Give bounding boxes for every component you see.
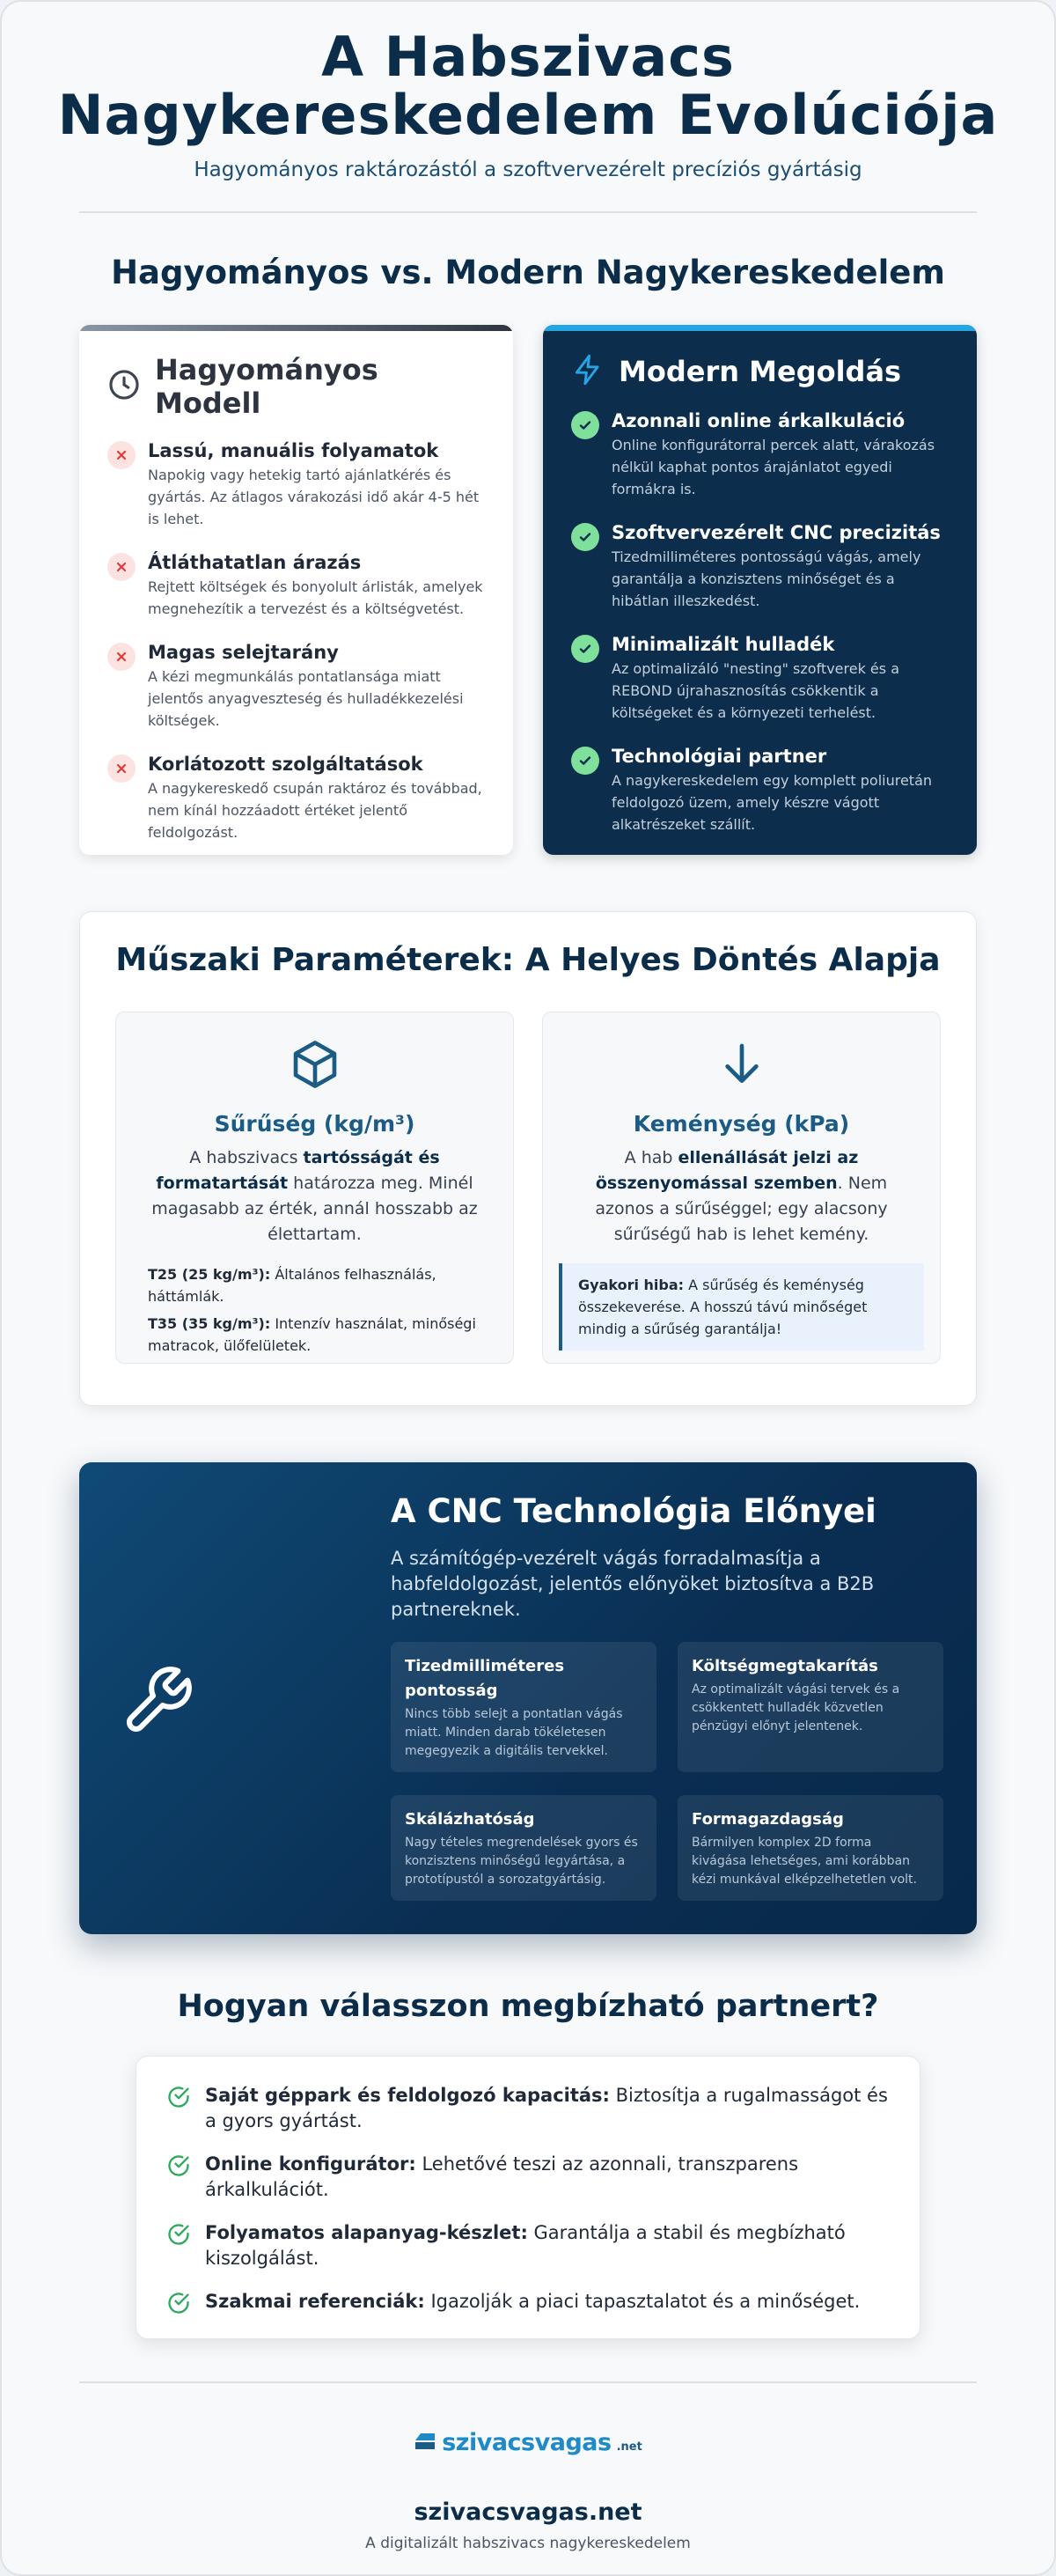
- cube-icon: [148, 1034, 481, 1095]
- card-title: Modern Megoldás: [619, 355, 902, 388]
- checklist-item: [166, 2289, 890, 2319]
- item-desc: A nagykereskedő csupán raktároz és továbbad, nem kínál hozzáadott értéket jelentő feldolgozást.: [148, 780, 482, 841]
- page-title-line1: A Habszivacs: [321, 25, 735, 89]
- page-title-line2: Nagykereskedelem Evolúciója: [57, 83, 999, 147]
- hardness-card: [542, 1012, 941, 1364]
- cnc-section: [79, 1462, 977, 1934]
- comparison-title: Hagyományos vs. Modern Nagykereskedelem: [111, 254, 945, 291]
- params-columns: [115, 1012, 941, 1364]
- item-desc: Tizedmilliméteres pontosságú vágás, amely garantálja a konzisztens minőséget és a hibátlan illeszkedést.: [612, 548, 921, 609]
- hardness-title: Keménység (kPa): [633, 1111, 850, 1137]
- params-title: Műszaki Paraméterek: A Helyes Döntés Alapja: [115, 942, 941, 978]
- modern-solution-card: [543, 325, 977, 855]
- density-card: [115, 1012, 514, 1364]
- checklist-text: Szakmai referenciák: Igazolják a piaci tapasztalatot és a minőséget.: [205, 2291, 861, 2312]
- logo-suffix: .net: [616, 2440, 642, 2454]
- footer: [2, 2429, 1054, 2552]
- item-title: Korlátozott szolgáltatások: [148, 754, 423, 775]
- list-item: [571, 521, 949, 612]
- footer-site-name[interactable]: szivacsvagas.net: [414, 2499, 642, 2526]
- hardness-desc: A hab ellenállását jelzi az összenyomással szemben. Nem azonos a sűrűséggel; egy alacsony sűrűségű hab is lehet kemény.: [595, 1148, 888, 1244]
- clock-icon: [107, 368, 141, 405]
- checklist-text: Folyamatos alapanyag-készlet: Garantálja a stabil és megbízható kiszolgálást.: [205, 2222, 846, 2269]
- check-circle-icon: [166, 2222, 193, 2271]
- footer-tagline: A digitalizált habszivacs nagykereskedelem: [365, 2535, 691, 2552]
- card-top-bar: [543, 325, 977, 331]
- item-title: Átláthatatlan árazás: [148, 552, 362, 573]
- item-desc: Az optimalizáló "nesting" szoftverek és a REBOND újrahasznosítás csökkentik a költségeket és a környezeti terhelést.: [612, 660, 899, 721]
- benefit-tile: [678, 1642, 943, 1772]
- checklist-text: Saját géppark és feldolgozó kapacitás: Biztosítja a rugalmasságot és a gyors gyártást.: [205, 2085, 888, 2131]
- cross-icon: [107, 441, 136, 469]
- check-circle-icon: [166, 2085, 193, 2134]
- list-item: [571, 745, 949, 835]
- cnc-body: [391, 1492, 1024, 1901]
- comparison-section: [79, 325, 977, 855]
- item-title: Technológiai partner: [612, 746, 827, 767]
- check-circle-icon: [166, 2153, 193, 2203]
- cnc-benefits: [391, 1642, 1024, 1901]
- checklist-item: [166, 2152, 890, 2203]
- item-desc: A kézi megmunkálás pontatlansága miatt jelentős anyagveszteség és hulladékkezelési költségek.: [148, 668, 464, 729]
- cross-icon: [107, 754, 136, 783]
- tile-title: Költségmegtakarítás: [692, 1657, 878, 1675]
- list-item: [107, 753, 485, 843]
- logo-word: szivacsvagas: [442, 2429, 612, 2456]
- checklist-item: [166, 2220, 890, 2271]
- list-item: [107, 551, 485, 620]
- traditional-model-card: [79, 325, 513, 855]
- list-item: [571, 409, 949, 500]
- tile-desc: Nagy tételes megrendelések gyors és konzisztens minőségű legyártása, a prototípustól a sorozatgyártásig.: [405, 1836, 638, 1887]
- benefit-tile: [391, 1642, 656, 1772]
- checklist-text: Online konfigurátor: Lehetővé teszi az azonnali, transzparens árkalkulációt.: [205, 2153, 799, 2200]
- item-title: Magas selejtarány: [148, 642, 339, 663]
- page-subtitle: Hagyományos raktározástól a szoftvervezérelt precíziós gyártásig: [194, 158, 862, 181]
- cnc-title: A CNC Technológia Előnyei: [391, 1492, 876, 1530]
- card-header: [107, 353, 485, 420]
- t35-line: T35 (35 kg/m³): Intenzív használat, minőségi matracok, ülőfelületek.: [148, 1315, 476, 1354]
- item-desc: A nagykereskedelem egy komplett poliuretán feldolgozó üzem, amely készre vágott alkatrészeket szállít.: [612, 772, 933, 833]
- check-icon: [571, 523, 599, 551]
- card-title: Hagyományos Modell: [155, 353, 378, 420]
- cnc-lead: A számítógép-vezérelt vágás forradalmasítja a habfeldolgozást, jelentős előnyöket biztosítva a B2B partnereknek.: [391, 1548, 875, 1620]
- item-title: Lassú, manuális folyamatok: [148, 440, 439, 461]
- item-desc: Napokig vagy hetekig tartó ajánlatkérés és gyártás. Az átlagos várakozási idő akár 4-5 hét is lehet.: [148, 467, 480, 527]
- t25-line: T25 (25 kg/m³): Általános felhasználás, háttámlák.: [148, 1266, 436, 1305]
- tile-title: Formagazdagság: [692, 1810, 844, 1829]
- traditional-list: [107, 439, 485, 843]
- card-top-bar: [79, 325, 513, 331]
- partner-checklist: [136, 2056, 920, 2339]
- divider: [79, 211, 977, 213]
- arrow-down-icon: [575, 1034, 908, 1095]
- modern-list: [571, 409, 949, 835]
- list-item: [571, 633, 949, 724]
- density-desc: A habszivacs tartósságát és formatartását határozza meg. Minél magasabb az érték, annál hosszabb az élettartam.: [151, 1148, 478, 1244]
- checklist-item: [166, 2083, 890, 2134]
- item-desc: Online konfigurátorral percek alatt, várakozás nélkül kaphat pontos árajánlatot egyedi formákra is.: [612, 437, 935, 497]
- divider: [79, 2381, 977, 2383]
- tile-title: Skálázhatóság: [405, 1810, 535, 1829]
- brand-logo[interactable]: [2, 2429, 1054, 2456]
- lightning-icon: [571, 353, 605, 390]
- cross-icon: [107, 643, 136, 671]
- logo-mark-icon: [414, 2430, 436, 2456]
- list-item: [107, 641, 485, 732]
- tile-desc: Nincs több selejt a pontatlan vágás miatt. Minden darab tökéletesen megegyezik a digitális tervekkel.: [405, 1707, 623, 1758]
- wrench-icon: [120, 1663, 195, 1742]
- check-icon: [571, 411, 599, 439]
- common-mistake-callout: Gyakori hiba: A sűrűség és keménység összekeverése. A hosszú távú minőséget mindig a sűrűség garantálja!: [559, 1263, 924, 1351]
- tile-desc: Bármilyen komplex 2D forma kivágása lehetséges, ami korábban kézi munkával elképzelhetetlen volt.: [692, 1836, 917, 1887]
- tile-desc: Az optimalizált vágási tervek és a csökkentett hulladék közvetlen pénzügyi előnyt jelentenek.: [692, 1682, 900, 1733]
- benefit-tile: [678, 1795, 943, 1901]
- hero: [2, 2, 1054, 181]
- check-circle-icon: [166, 2291, 193, 2319]
- cross-icon: [107, 553, 136, 581]
- density-title: Sűrűség (kg/m³): [214, 1111, 415, 1137]
- item-title: Minimalizált hulladék: [612, 634, 835, 655]
- card-header: [571, 353, 949, 390]
- list-item: [107, 439, 485, 530]
- item-title: Azonnali online árkalkuláció: [612, 410, 906, 431]
- page-title: [2, 25, 1054, 147]
- check-icon: [571, 747, 599, 775]
- benefit-tile: [391, 1795, 656, 1901]
- partner-title: Hogyan válasszon megbízható partnert?: [177, 1989, 879, 2024]
- item-title: Szoftvervezérelt CNC precizitás: [612, 522, 941, 543]
- tile-title: Tizedmilliméteres pontosság: [405, 1657, 565, 1700]
- item-desc: Rejtett költségek és bonyolult árlisták, amelyek megnehezítik a tervezést és a költségvetést.: [148, 578, 483, 617]
- technical-params-section: [79, 911, 977, 1406]
- check-icon: [571, 635, 599, 663]
